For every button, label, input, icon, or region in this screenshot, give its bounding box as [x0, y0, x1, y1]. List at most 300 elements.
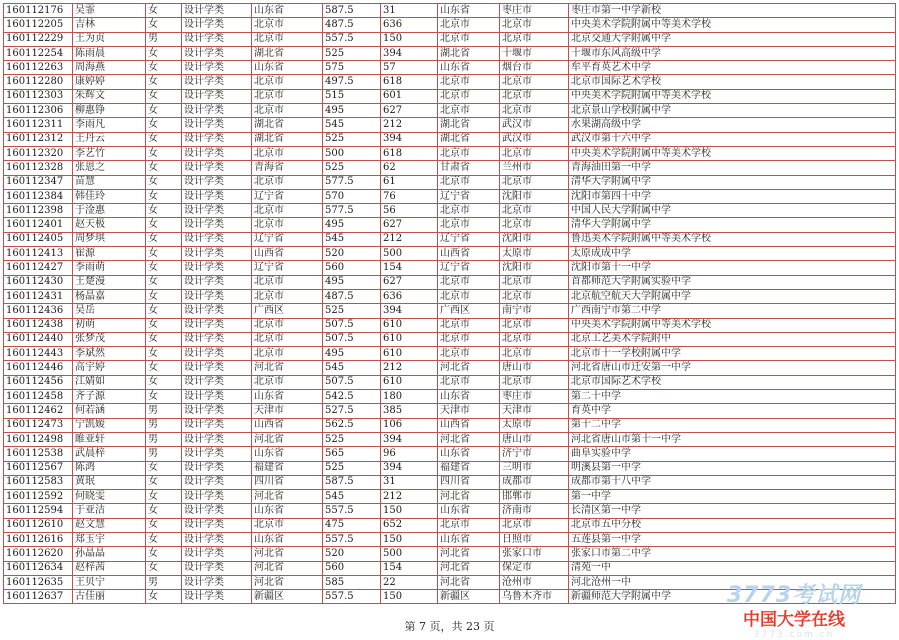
cell-school: 中央美术学院附属中等美术学校 [569, 318, 896, 332]
cell-province: 湖北省 [252, 46, 323, 60]
cell-exam-id: 160112401 [4, 218, 73, 232]
cell-school-province: 河北省 [438, 490, 500, 504]
cell-name: 郑玉宇 [73, 532, 146, 546]
cell-province: 山东省 [252, 532, 323, 546]
table-row [4, 390, 896, 404]
cell-city: 枣庄市 [500, 4, 569, 18]
cell-major: 设计学类 [182, 304, 252, 318]
cell-rank: 22 [381, 575, 438, 589]
cell-school-province: 山东省 [438, 504, 500, 518]
cell-exam-id: 160112384 [4, 189, 73, 203]
cell-score: 525 [323, 161, 381, 175]
cell-province: 辽宁省 [252, 232, 323, 246]
cell-city: 日照市 [500, 532, 569, 546]
cell-city: 邯郸市 [500, 490, 569, 504]
cell-rank: 394 [381, 461, 438, 475]
cell-school: 河北省唐山市迁安第一中学 [569, 361, 896, 375]
cell-school: 广西南宁市第二中学 [569, 304, 896, 318]
cell-rank: 610 [381, 318, 438, 332]
cell-score: 520 [323, 547, 381, 561]
cell-school: 第二十中学 [569, 390, 896, 404]
cell-rank: 394 [381, 304, 438, 318]
cell-school-province: 天津市 [438, 404, 500, 418]
cell-exam-id: 160112312 [4, 132, 73, 146]
cell-name: 初萌 [73, 318, 146, 332]
cell-name: 睢亚轩 [73, 432, 146, 446]
cell-school: 第十二中学 [569, 418, 896, 432]
cell-score: 475 [323, 518, 381, 532]
cell-name: 王楚漫 [73, 275, 146, 289]
cell-name: 王为贞 [73, 32, 146, 46]
cell-province: 山西省 [252, 418, 323, 432]
cell-gender: 女 [146, 261, 182, 275]
cell-name: 韩佳玲 [73, 189, 146, 203]
cell-major: 设计学类 [182, 432, 252, 446]
cell-major: 设计学类 [182, 232, 252, 246]
cell-rank: 31 [381, 4, 438, 18]
cell-name: 宁凯嫒 [73, 418, 146, 432]
cell-score: 545 [323, 118, 381, 132]
cell-name: 陈鸿 [73, 461, 146, 475]
cell-school: 十堰市东风高级中学 [569, 46, 896, 60]
cell-rank: 212 [381, 361, 438, 375]
cell-name: 于亚洁 [73, 504, 146, 518]
cell-gender: 女 [146, 361, 182, 375]
cell-rank: 627 [381, 218, 438, 232]
cell-city: 沈阳市 [500, 261, 569, 275]
cell-rank: 106 [381, 418, 438, 432]
cell-city: 烟台市 [500, 61, 569, 75]
cell-exam-id: 160112637 [4, 590, 73, 604]
cell-name: 江婧如 [73, 375, 146, 389]
cell-school-province: 北京市 [438, 347, 500, 361]
cell-school-province: 北京市 [438, 318, 500, 332]
table-row [4, 75, 896, 89]
cell-name: 李艺竹 [73, 146, 146, 160]
cell-gender: 女 [146, 275, 182, 289]
cell-score: 565 [323, 447, 381, 461]
cell-rank: 652 [381, 518, 438, 532]
cell-rank: 57 [381, 61, 438, 75]
cell-city: 北京市 [500, 175, 569, 189]
cell-name: 张恩之 [73, 161, 146, 175]
cell-exam-id: 160112446 [4, 361, 73, 375]
cell-exam-id: 160112306 [4, 104, 73, 118]
cell-school: 曲阜实验中学 [569, 447, 896, 461]
cell-province: 北京市 [252, 375, 323, 389]
cell-gender: 男 [146, 575, 182, 589]
table-row [4, 318, 896, 332]
cell-score: 557.5 [323, 532, 381, 546]
cell-province: 河北省 [252, 432, 323, 446]
cell-rank: 212 [381, 490, 438, 504]
cell-city: 北京市 [500, 332, 569, 346]
cell-score: 525 [323, 46, 381, 60]
cell-score: 525 [323, 304, 381, 318]
cell-school-province: 山东省 [438, 61, 500, 75]
cell-school-province: 河北省 [438, 561, 500, 575]
cell-gender: 女 [146, 218, 182, 232]
cell-school: 清华大学附属中学 [569, 175, 896, 189]
cell-school: 沈阳市第十一中学 [569, 261, 896, 275]
cell-rank: 636 [381, 289, 438, 303]
cell-name: 何晓雯 [73, 490, 146, 504]
cell-rank: 96 [381, 447, 438, 461]
cell-province: 福建省 [252, 461, 323, 475]
cell-exam-id: 160112347 [4, 175, 73, 189]
cell-province: 河北省 [252, 361, 323, 375]
cell-gender: 男 [146, 418, 182, 432]
cell-school: 长清区第一中学 [569, 504, 896, 518]
cell-school: 北京市国际艺术学校 [569, 75, 896, 89]
cell-score: 525 [323, 132, 381, 146]
cell-province: 河北省 [252, 575, 323, 589]
cell-name: 崔源 [73, 247, 146, 261]
cell-name: 杨晶嘉 [73, 289, 146, 303]
cell-name: 王贝宁 [73, 575, 146, 589]
table-row [4, 118, 896, 132]
cell-major: 设计学类 [182, 504, 252, 518]
cell-school-province: 北京市 [438, 275, 500, 289]
cell-rank: 610 [381, 332, 438, 346]
cell-school-province: 山东省 [438, 447, 500, 461]
cell-province: 北京市 [252, 204, 323, 218]
table-row [4, 289, 896, 303]
cell-score: 557.5 [323, 32, 381, 46]
cell-name: 李雨萌 [73, 261, 146, 275]
cell-major: 设计学类 [182, 132, 252, 146]
cell-rank: 76 [381, 189, 438, 203]
cell-city: 天津市 [500, 404, 569, 418]
cell-name: 康婷婷 [73, 75, 146, 89]
cell-score: 487.5 [323, 18, 381, 32]
cell-province: 河北省 [252, 561, 323, 575]
cell-gender: 女 [146, 104, 182, 118]
cell-school-province: 辽宁省 [438, 261, 500, 275]
cell-score: 577.5 [323, 204, 381, 218]
cell-school-province: 北京市 [438, 332, 500, 346]
cell-province: 辽宁省 [252, 189, 323, 203]
cell-exam-id: 160112430 [4, 275, 73, 289]
table-row [4, 432, 896, 446]
cell-major: 设计学类 [182, 218, 252, 232]
cell-score: 495 [323, 275, 381, 289]
cell-exam-id: 160112328 [4, 161, 73, 175]
cell-rank: 154 [381, 561, 438, 575]
cell-name: 周海燕 [73, 61, 146, 75]
cell-major: 设计学类 [182, 447, 252, 461]
cell-major: 设计学类 [182, 247, 252, 261]
table-row [4, 561, 896, 575]
cell-school: 水果湖高级中学 [569, 118, 896, 132]
cell-name: 周梦琪 [73, 232, 146, 246]
cell-rank: 150 [381, 532, 438, 546]
cell-exam-id: 160112263 [4, 61, 73, 75]
cell-exam-id: 160112635 [4, 575, 73, 589]
cell-major: 设计学类 [182, 490, 252, 504]
table-row [4, 247, 896, 261]
cell-gender: 女 [146, 490, 182, 504]
cell-name: 黄珉 [73, 475, 146, 489]
cell-school-province: 湖北省 [438, 118, 500, 132]
cell-city: 南宁市 [500, 304, 569, 318]
cell-city: 北京市 [500, 275, 569, 289]
cell-school-province: 北京市 [438, 146, 500, 160]
cell-school: 中央美术学院附属中等美术学校 [569, 146, 896, 160]
cell-school-province: 湖北省 [438, 46, 500, 60]
cell-gender: 女 [146, 547, 182, 561]
cell-city: 北京市 [500, 375, 569, 389]
cell-gender: 女 [146, 390, 182, 404]
table-row [4, 218, 896, 232]
cell-major: 设计学类 [182, 46, 252, 60]
cell-name: 孙晶晶 [73, 547, 146, 561]
cell-province: 北京市 [252, 18, 323, 32]
cell-rank: 150 [381, 504, 438, 518]
cell-city: 北京市 [500, 75, 569, 89]
cell-name: 何若涵 [73, 404, 146, 418]
cell-rank: 610 [381, 375, 438, 389]
page-footer: 第 7 页，共 23 页 [404, 620, 495, 633]
table-row [4, 361, 896, 375]
cell-school: 北京航空航天大学附属中学 [569, 289, 896, 303]
cell-school-province: 辽宁省 [438, 232, 500, 246]
cell-province: 北京市 [252, 175, 323, 189]
cell-city: 唐山市 [500, 361, 569, 375]
cell-province: 北京市 [252, 75, 323, 89]
cell-score: 495 [323, 347, 381, 361]
cell-school: 北京交通大学附属中学 [569, 32, 896, 46]
cell-city: 沈阳市 [500, 232, 569, 246]
cell-exam-id: 160112254 [4, 46, 73, 60]
cell-school-province: 广西区 [438, 304, 500, 318]
cell-rank: 31 [381, 475, 438, 489]
cell-name: 李雨凡 [73, 118, 146, 132]
cell-exam-id: 160112634 [4, 561, 73, 575]
cell-school: 青海油田第一中学 [569, 161, 896, 175]
cell-name: 陈雨晨 [73, 46, 146, 60]
cell-province: 广西区 [252, 304, 323, 318]
cell-city: 唐山市 [500, 432, 569, 446]
cell-exam-id: 160112440 [4, 332, 73, 346]
cell-school-province: 北京市 [438, 518, 500, 532]
cell-school-province: 北京市 [438, 204, 500, 218]
cell-score: 507.5 [323, 332, 381, 346]
cell-exam-id: 160112456 [4, 375, 73, 389]
cell-gender: 女 [146, 146, 182, 160]
cell-score: 527.5 [323, 404, 381, 418]
cell-province: 山东省 [252, 61, 323, 75]
cell-city: 北京市 [500, 146, 569, 160]
cell-gender: 女 [146, 204, 182, 218]
cell-rank: 618 [381, 75, 438, 89]
cell-score: 587.5 [323, 475, 381, 489]
cell-exam-id: 160112567 [4, 461, 73, 475]
cell-major: 设计学类 [182, 32, 252, 46]
cell-name: 吴岳 [73, 304, 146, 318]
cell-exam-id: 160112620 [4, 547, 73, 561]
cell-city: 太原市 [500, 418, 569, 432]
cell-province: 北京市 [252, 146, 323, 160]
cell-province: 北京市 [252, 218, 323, 232]
cell-exam-id: 160112436 [4, 304, 73, 318]
cell-city: 北京市 [500, 318, 569, 332]
table-row [4, 104, 896, 118]
cell-gender: 女 [146, 161, 182, 175]
cell-province: 北京市 [252, 318, 323, 332]
cell-exam-id: 160112303 [4, 89, 73, 103]
cell-school-province: 北京市 [438, 218, 500, 232]
cell-rank: 627 [381, 275, 438, 289]
cell-name: 武晨梓 [73, 447, 146, 461]
table-row [4, 332, 896, 346]
cell-city: 北京市 [500, 32, 569, 46]
cell-score: 570 [323, 189, 381, 203]
table-row [4, 418, 896, 432]
cell-province: 湖北省 [252, 132, 323, 146]
cell-city: 张家口市 [500, 547, 569, 561]
cell-major: 设计学类 [182, 475, 252, 489]
cell-city: 北京市 [500, 204, 569, 218]
cell-exam-id: 160112311 [4, 118, 73, 132]
cell-name: 古佳丽 [73, 590, 146, 604]
table-row [4, 461, 896, 475]
cell-city: 十堰市 [500, 46, 569, 60]
cell-exam-id: 160112405 [4, 232, 73, 246]
table-row [4, 404, 896, 418]
cell-school-province: 新疆区 [438, 590, 500, 604]
table-row [4, 132, 896, 146]
cell-school: 鲁迅美术学院附属中等美术学校 [569, 232, 896, 246]
cell-exam-id: 160112583 [4, 475, 73, 489]
cell-rank: 212 [381, 232, 438, 246]
cell-major: 设计学类 [182, 18, 252, 32]
cell-gender: 女 [146, 532, 182, 546]
cell-major: 设计学类 [182, 532, 252, 546]
cell-major: 设计学类 [182, 89, 252, 103]
cell-province: 河北省 [252, 547, 323, 561]
cell-gender: 女 [146, 318, 182, 332]
cell-exam-id: 160112592 [4, 490, 73, 504]
cell-major: 设计学类 [182, 390, 252, 404]
cell-province: 北京市 [252, 289, 323, 303]
cell-major: 设计学类 [182, 575, 252, 589]
cell-gender: 女 [146, 461, 182, 475]
cell-city: 北京市 [500, 18, 569, 32]
cell-province: 新疆区 [252, 590, 323, 604]
cell-school: 北京市国际艺术学校 [569, 375, 896, 389]
table-row [4, 204, 896, 218]
cell-name: 朱辉文 [73, 89, 146, 103]
cell-score: 525 [323, 461, 381, 475]
cell-school: 张家口市第二中学 [569, 547, 896, 561]
cell-school: 武汉市第十六中学 [569, 132, 896, 146]
table-row [4, 189, 896, 203]
table-row [4, 46, 896, 60]
cell-city: 北京市 [500, 289, 569, 303]
cell-province: 湖北省 [252, 118, 323, 132]
cell-exam-id: 160112320 [4, 146, 73, 160]
cell-school: 明溪县第一中学 [569, 461, 896, 475]
cell-province: 北京市 [252, 275, 323, 289]
cell-province: 四川省 [252, 475, 323, 489]
cell-city: 三明市 [500, 461, 569, 475]
cell-school-province: 北京市 [438, 89, 500, 103]
cell-school-province: 山东省 [438, 390, 500, 404]
table-row [4, 532, 896, 546]
cell-school-province: 四川省 [438, 475, 500, 489]
cell-school-province: 山东省 [438, 4, 500, 18]
cell-gender: 女 [146, 289, 182, 303]
cell-province: 山西省 [252, 247, 323, 261]
cell-school: 第一中学 [569, 490, 896, 504]
cell-major: 设计学类 [182, 404, 252, 418]
table-row [4, 304, 896, 318]
cell-major: 设计学类 [182, 189, 252, 203]
cell-city: 沧州市 [500, 575, 569, 589]
cell-school-province: 北京市 [438, 18, 500, 32]
cell-gender: 女 [146, 561, 182, 575]
cell-score: 560 [323, 261, 381, 275]
cell-school: 成都市第十八中学 [569, 475, 896, 489]
cell-rank: 394 [381, 432, 438, 446]
cell-gender: 女 [146, 475, 182, 489]
cell-school-province: 辽宁省 [438, 189, 500, 203]
cell-exam-id: 160112616 [4, 532, 73, 546]
cell-school-province: 山西省 [438, 247, 500, 261]
cell-city: 北京市 [500, 89, 569, 103]
cell-major: 设计学类 [182, 561, 252, 575]
cell-exam-id: 160112398 [4, 204, 73, 218]
cell-province: 北京市 [252, 332, 323, 346]
cell-gender: 男 [146, 432, 182, 446]
cell-rank: 62 [381, 161, 438, 175]
watermark-logo-text: 3773考试网 [726, 583, 862, 608]
cell-score: 520 [323, 247, 381, 261]
cell-gender: 女 [146, 232, 182, 246]
cell-major: 设计学类 [182, 118, 252, 132]
cell-rank: 212 [381, 118, 438, 132]
cell-score: 545 [323, 361, 381, 375]
table-row [4, 518, 896, 532]
cell-rank: 394 [381, 46, 438, 60]
cell-province: 北京市 [252, 347, 323, 361]
cell-major: 设计学类 [182, 590, 252, 604]
cell-score: 525 [323, 432, 381, 446]
cell-school: 北京市十一学校附属中学 [569, 347, 896, 361]
cell-school-province: 北京市 [438, 32, 500, 46]
cell-rank: 601 [381, 89, 438, 103]
cell-major: 设计学类 [182, 375, 252, 389]
cell-school: 中央美术学院附属中等美术学校 [569, 89, 896, 103]
cell-gender: 女 [146, 504, 182, 518]
cell-exam-id: 160112594 [4, 504, 73, 518]
cell-exam-id: 160112443 [4, 347, 73, 361]
table-row [4, 175, 896, 189]
cell-school: 中央美术学院附属中等美术学校 [569, 18, 896, 32]
cell-gender: 女 [146, 332, 182, 346]
cell-rank: 610 [381, 347, 438, 361]
cell-city: 保定市 [500, 561, 569, 575]
cell-school: 北京市五中分校 [569, 518, 896, 532]
cell-name: 赵文慧 [73, 518, 146, 532]
cell-gender: 男 [146, 404, 182, 418]
cell-school: 清苑一中 [569, 561, 896, 575]
cell-gender: 男 [146, 32, 182, 46]
cell-school-province: 北京市 [438, 375, 500, 389]
cell-province: 北京市 [252, 518, 323, 532]
table-row [4, 375, 896, 389]
